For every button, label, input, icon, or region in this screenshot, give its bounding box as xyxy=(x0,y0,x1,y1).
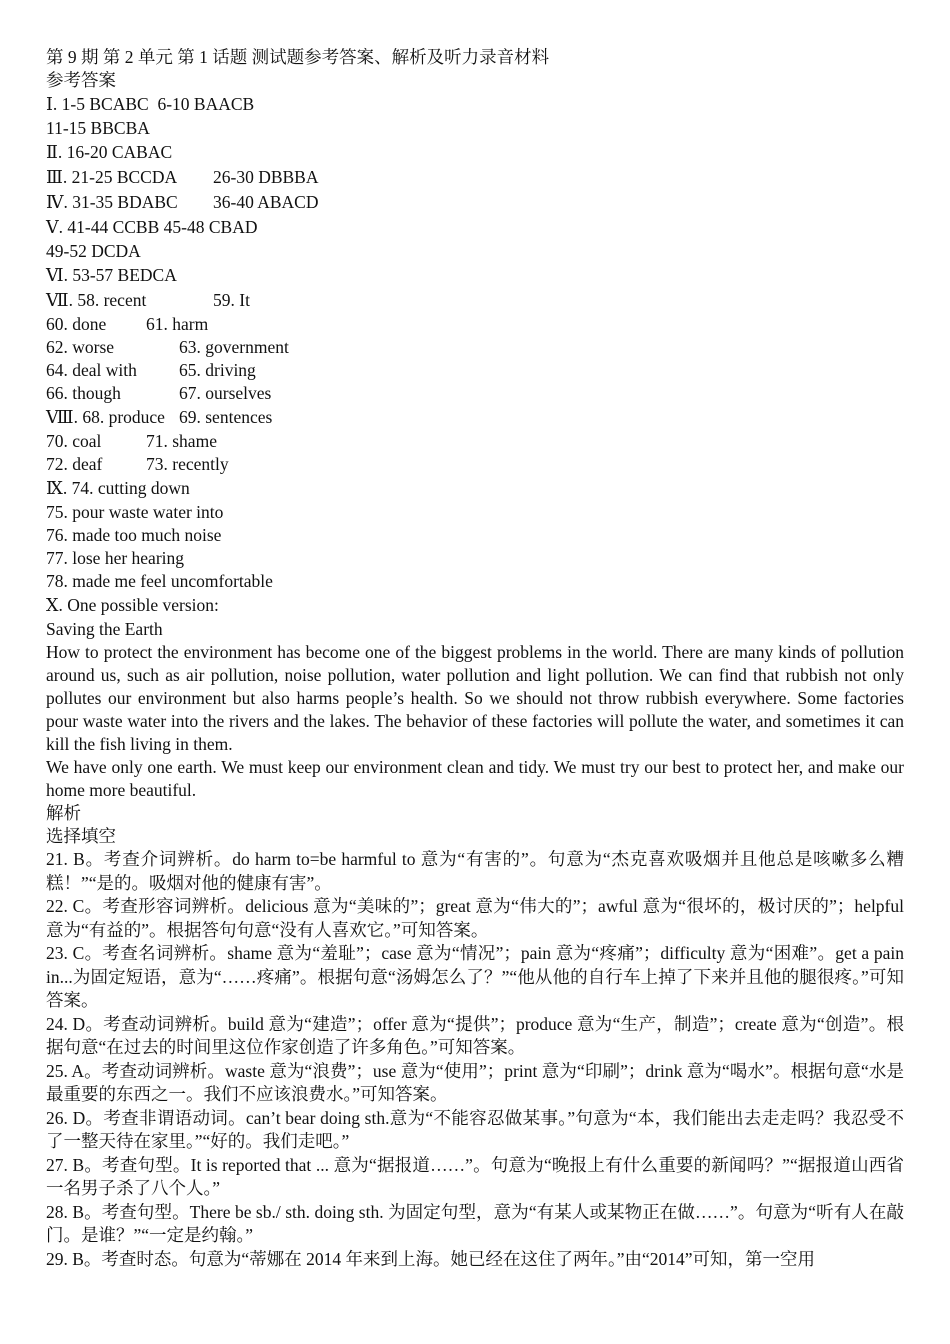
explanation-29: 29. B。考查时态。句意为“蒂娜在 2014 年来到上海。她已经在这住了两年。”由“2014”可知，第一空用 xyxy=(46,1248,815,1269)
answer-67: 67. ourselves xyxy=(179,383,272,403)
answer-line-s3 xyxy=(46,165,904,190)
writing-label: Ⅹ. One possible version: xyxy=(46,595,219,615)
answer-76: 76. made too much noise xyxy=(46,525,222,545)
explanation-25: 25. A。考查动词辨析。waste 意为“浪费”；use 意为“使用”；print 意为“印刷”；drink 意为“喝水”。根据句意“水是最重要的东西之一。我们不应该浪费水。”可知答案。 xyxy=(46,1060,904,1104)
explanation-24: 24. D。考查动词辨析。build 意为“建造”；offer 意为“提供”；produce 意为“生产，制造”；create 意为“创造”。根据句意“在过去的时间里这位作家创造了许多角色。”可知答案。 xyxy=(46,1013,904,1057)
answer-s1-b: 6-10 BAACB xyxy=(157,94,255,114)
answer-68: Ⅷ. 68. produce xyxy=(46,407,165,427)
answer-78: 78. made me feel uncomfortable xyxy=(46,571,273,591)
answer-65: 65. driving xyxy=(179,360,256,380)
answer-line-s7-r4 xyxy=(46,359,904,382)
answer-62: 62. worse xyxy=(46,337,115,357)
explanation-23: 23. C。考查名词辨析。shame 意为“羞耻”；case 意为“情况”；pain 意为“疼痛”；difficulty 意为“困难”。get a pain in...为固定短语，意为“……疼痛”。根据句意“汤姆怎么了？”“他从他的自行车上掉了下来并且他的腿很疼。”可知答案。 xyxy=(46,943,904,1010)
answer-63: 63. government xyxy=(179,337,289,357)
essay-paragraph-1: How to protect the environment has become one of the biggest problems in the world. There are many kinds of pollution around us, such as air pollution, noise pollution, water pollution and light pollution. We can find that rubbish not only pollutes our environment but also harms people’s health. So we should not throw rubbish everywhere. Some factories pour waste water into the rivers and the lakes. The behavior of these factories will pollute the water, and sometimes it can kill the fish living in them. xyxy=(46,642,904,754)
answer-61: 61. harm xyxy=(146,314,209,334)
answer-line-s7-r2 xyxy=(46,313,904,336)
explanation-27: 27. B。考查句型。It is reported that ... 意为“据报道……”。句意为“晚报上有什么重要的新闻吗？”“据报道山西省一名男子杀了八个人。” xyxy=(46,1154,904,1198)
answer-s4-b: 36-40 ABACD xyxy=(213,192,319,212)
answer-77: 77. lose her hearing xyxy=(46,548,185,568)
answer-line-s4 xyxy=(46,190,904,215)
analysis-section: 选择填空 xyxy=(46,826,116,846)
answer-s4-a: Ⅳ. 31-35 BDABC xyxy=(46,192,178,212)
answer-s3-a: Ⅲ. 21-25 BCCDA xyxy=(46,167,178,187)
explanation-22: 22. C。考查形容词辨析。delicious 意为“美味的”；great 意为“伟大的”；awful 意为“很坏的，极讨厌的”；helpful 意为“有益的”。根据答句句意“没有人喜欢它。”可知答案。 xyxy=(46,896,904,940)
answer-line-s1-c: 11-15 BBCBA xyxy=(46,118,150,138)
document-page xyxy=(46,46,904,1271)
answer-s1-a: Ⅰ. 1-5 BCABC xyxy=(46,94,149,114)
essay-title: Saving the Earth xyxy=(46,619,163,639)
explanation-26: 26. D。考查非谓语动词。can’t bear doing sth.意为“不能容忍做某事。”句意为“本，我们能出去走走吗？我忍受不了一整天待在家里。”“好的。我们走吧。” xyxy=(46,1107,904,1151)
answer-s3-b: 26-30 DBBBA xyxy=(213,167,319,187)
answer-line-s5-b: 49-52 DCDA xyxy=(46,241,141,261)
answer-60: 60. done xyxy=(46,314,107,334)
explanation-28: 28. B。考查句型。There be sb./ sth. doing sth. 为固定句型，意为“有某人或某物正在做……”。句意为“听有人在敲门。是谁？”“一定是约翰。” xyxy=(46,1201,904,1245)
answer-72: 72. deaf xyxy=(46,454,103,474)
answer-71: 71. shame xyxy=(146,431,217,451)
answer-line-s8-r2 xyxy=(46,430,904,453)
essay-paragraph-2: We have only one earth. We must keep our environment clean and tidy. We must try our best to protect her, and make our home more beautiful. xyxy=(46,757,904,800)
answer-line-s8-r3 xyxy=(46,453,904,476)
answer-line-s8-r1 xyxy=(46,405,904,430)
answer-64: 64. deal with xyxy=(46,360,137,380)
answer-line-s7-r5 xyxy=(46,382,904,405)
answer-73: 73. recently xyxy=(146,454,229,474)
answer-75: 75. pour waste water into xyxy=(46,502,224,522)
answer-line-s6: Ⅵ. 53-57 BEDCA xyxy=(46,265,177,285)
explanation-21: 21. B。考查介词辨析。do harm to=be harmful to 意为“有害的”。句意为“杰克喜欢吸烟并且他总是咳嗽多么糟糕！”“是的。吸烟对他的健康有害”。 xyxy=(46,849,904,893)
answer-line-s7-r1 xyxy=(46,288,904,313)
answer-line-s5: Ⅴ. 41-44 CCBB 45-48 CBAD xyxy=(46,217,258,237)
document-title: 第 9 期 第 2 单元 第 1 话题 测试题参考答案、解析及听力录音材料 xyxy=(46,47,550,67)
answer-line-s2: Ⅱ. 16-20 CABAC xyxy=(46,142,173,162)
answer-74: Ⅸ. 74. cutting down xyxy=(46,478,190,498)
answer-70: 70. coal xyxy=(46,431,102,451)
answer-59: 59. It xyxy=(213,290,250,310)
analysis-heading: 解析 xyxy=(46,803,81,823)
answer-58: Ⅶ. 58. recent xyxy=(46,290,147,310)
answers-heading: 参考答案 xyxy=(46,70,116,90)
answer-69: 69. sentences xyxy=(179,407,273,427)
answer-line-s7-r3 xyxy=(46,336,904,359)
answer-66: 66. though xyxy=(46,383,121,403)
answer-line-s1 xyxy=(46,92,904,117)
